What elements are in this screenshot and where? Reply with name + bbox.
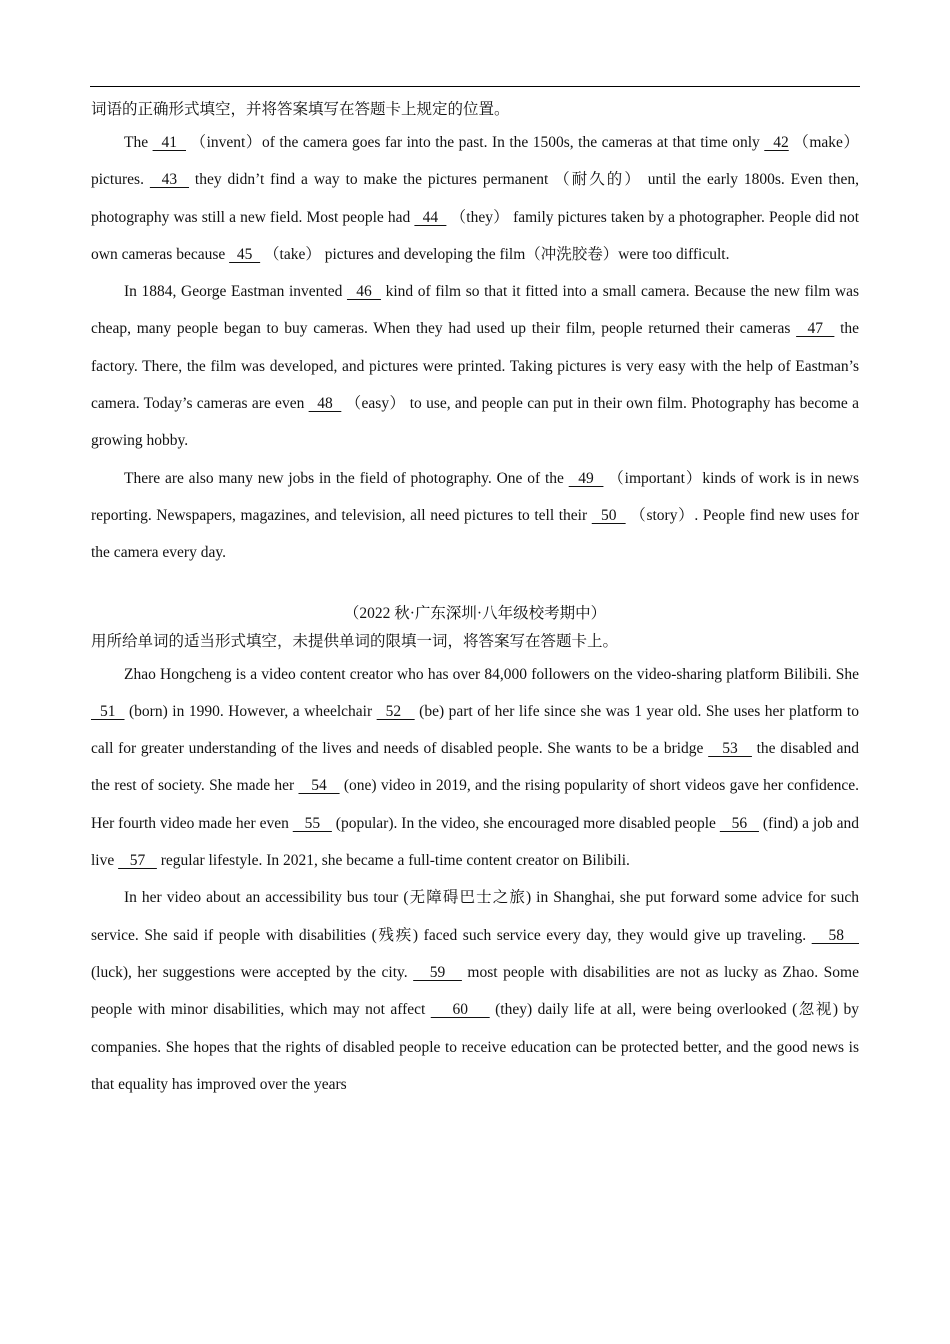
text-run: In 1884, George Eastman invented xyxy=(124,283,347,301)
answer-blank: 60 xyxy=(430,1001,490,1019)
text-run: (find) a job and live xyxy=(91,814,860,870)
text-run: they didn’t find a way to make the pictures permanent （耐久的） until the early 1800s. Even then, photography was still a new field. Most people had xyxy=(91,171,859,226)
answer-blank: 59 xyxy=(413,963,462,981)
paragraph xyxy=(91,656,859,880)
text-run: kind of film so that it fitted into a small camera. Because the new film was cheap, many people began to buy cameras. When they had used up their film, people returned their cameras xyxy=(91,283,860,338)
text-run: (popular). In the video, she encouraged more disabled people xyxy=(331,814,720,832)
answer-blank: 49 xyxy=(568,469,604,487)
text-run: The xyxy=(124,134,153,151)
text-run: （important）kinds of work is in news reporting. Newspapers, magazines, and television, all need pictures to tell their xyxy=(91,469,859,524)
text-run: There are also many new jobs in the field of photography. One of the xyxy=(124,469,569,487)
passage-2 xyxy=(91,656,859,1104)
text-run: （make） pictures. xyxy=(91,134,860,189)
text-run: the disabled and the rest of society. She made her xyxy=(91,740,859,795)
paragraph xyxy=(91,273,859,459)
answer-blank: 42 xyxy=(764,134,789,151)
text-run: (be) part of her life since she was 1 year old. She uses her platform to call for greater understanding of the lives and needs of disabled people. She wants to be a bridge xyxy=(91,702,859,758)
answer-blank: 45 xyxy=(229,245,261,263)
answer-blank: 46 xyxy=(346,283,381,301)
answer-blank: 44 xyxy=(414,208,447,226)
text-run: regular lifestyle. In 2021, she became a full-time content creator on Bilibili. xyxy=(156,852,630,870)
text-run: (born) in 1990. However, a wheelchair xyxy=(124,702,377,720)
answer-blank: 53 xyxy=(708,740,752,758)
text-run: the factory. There, the film was developed, and pictures were printed. Taking pictures is very easy with the help of Eastman’s camera. Today’s cameras are even xyxy=(91,320,860,413)
answer-blank: 48 xyxy=(308,395,342,413)
text-run: （invent）of the camera goes far into the past. In the 1500s, the cameras at that time only xyxy=(186,134,765,151)
answer-blank: 56 xyxy=(719,814,759,832)
answer-blank: 52 xyxy=(376,702,415,720)
paragraph xyxy=(91,460,859,572)
text-run: （story）. People find new uses for the camera every day. xyxy=(91,506,859,562)
paragraph xyxy=(91,879,859,1103)
text-run: Zhao Hongcheng is a video content creator who has over 84,000 followers on the video-sharing platform Bilibili. She xyxy=(124,665,859,683)
text-run: (they) daily life at all, were being overlooked (忽视) by companies. She hopes that the rights of disabled people to receive education can be protected better, and the good news is that equality has improved over the years xyxy=(91,1001,859,1093)
answer-blank: 50 xyxy=(591,506,626,524)
answer-blank: 51 xyxy=(91,702,125,720)
document-body xyxy=(91,96,859,1103)
instruction-1: 词语的正确形式填空，并将答案填写在答题卡上规定的位置。 xyxy=(91,101,510,118)
section-gap xyxy=(91,572,859,600)
text-run: (luck), her suggestions were accepted by the city. xyxy=(91,963,414,981)
answer-blank: 57 xyxy=(118,852,157,870)
answer-blank: 41 xyxy=(152,134,186,151)
answer-blank: 47 xyxy=(796,320,835,338)
answer-blank: 43 xyxy=(149,171,190,189)
instruction-2: 用所给单词的适当形式填空，未提供单词的限填一词，将答案写在答题卡上。 xyxy=(91,632,619,650)
text-run: In her video about an accessibility bus tour (无障碍巴士之旅) in Shanghai, she put forward some advice for such service. She said if people with disabilities (残疾) faced such service every day, they would give up traveling. xyxy=(91,889,859,944)
text-run: （take） pictures and developing the film（冲洗胶卷）were too difficult. xyxy=(260,245,730,263)
text-run: (one) video in 2019, and the rising popularity of short videos gave her confidence. Her fourth video made her even xyxy=(91,777,860,832)
answer-blank: 58 xyxy=(811,926,859,944)
source-note: （2022 秋·广东深圳·八年级校考期中） xyxy=(343,604,607,622)
answer-blank: 54 xyxy=(298,777,340,795)
header-rule xyxy=(90,86,860,87)
text-run: most people with disabilities are not as lucky as Zhao. Some people with minor disabilities, which may not affect xyxy=(91,963,859,1019)
answer-blank: 55 xyxy=(292,814,332,832)
paragraph xyxy=(91,124,859,273)
text-run: （they） family pictures taken by a photographer. People did not own cameras because xyxy=(91,208,859,263)
passage-1 xyxy=(91,124,859,572)
text-run: （easy） to use, and people can put in their own film. Photography has become a growing hobby. xyxy=(91,395,859,450)
